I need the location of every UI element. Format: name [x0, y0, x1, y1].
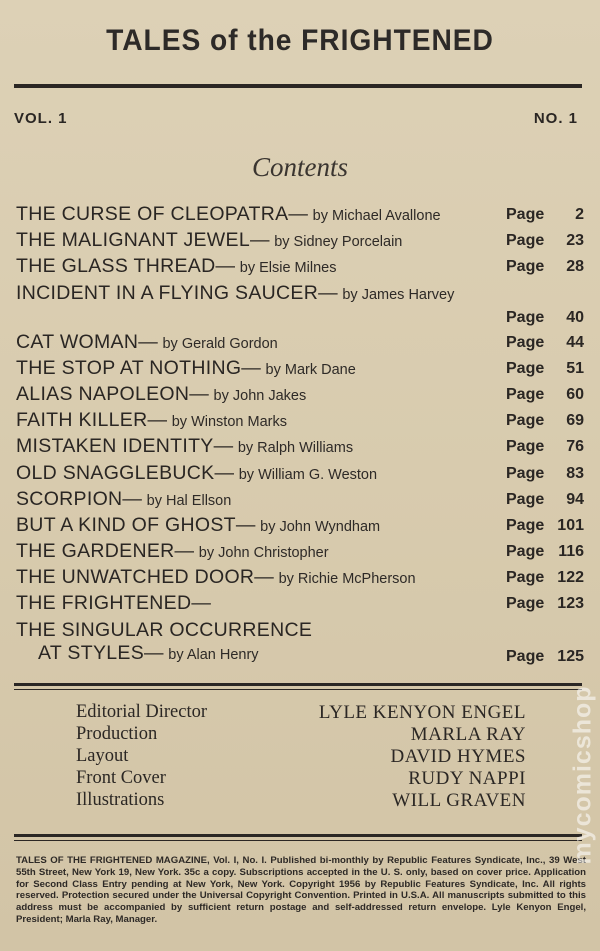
toc-entry — [16, 357, 586, 383]
story-author: by Hal Ellson — [146, 492, 232, 509]
page-label: Page — [506, 308, 545, 326]
story-title: THE SINGULAR OCCURRENCE — [16, 618, 313, 641]
page-label: Page — [506, 647, 545, 665]
toc-entry — [16, 229, 586, 255]
footer-rule — [14, 834, 582, 837]
story-title: THE FRIGHTENED— — [16, 592, 212, 615]
page-ref — [506, 465, 584, 483]
page-number: 69 — [566, 412, 584, 430]
page-ref — [506, 569, 584, 587]
page-ref — [506, 309, 584, 327]
toc-entry — [16, 383, 586, 409]
page-label: Page — [506, 569, 545, 587]
page-number: 51 — [566, 359, 584, 377]
toc-entry — [16, 462, 586, 488]
page-label: Page — [506, 543, 545, 561]
issue-number-label: NO. 1 — [533, 110, 578, 127]
contents-heading: Contents — [251, 152, 348, 182]
page-label: Page — [506, 464, 545, 482]
page-ref — [506, 334, 584, 352]
page-number: 123 — [557, 595, 584, 613]
page-ref — [506, 517, 584, 535]
page-label: Page — [506, 490, 545, 508]
toc-entry — [16, 255, 586, 281]
credit-row — [76, 724, 526, 746]
credit-name: RUDY NAPPI — [408, 768, 526, 789]
credit-role: Illustrations — [76, 790, 165, 810]
story-author: by John Jakes — [213, 387, 307, 404]
page-label: Page — [506, 333, 545, 351]
page-ref — [506, 438, 584, 456]
story-title: SCORPION— — [16, 487, 143, 510]
table-of-contents — [16, 203, 586, 670]
page-label: Page — [506, 232, 545, 250]
story-author: by Winston Marks — [171, 414, 287, 431]
page-number: 28 — [566, 258, 584, 276]
page-ref — [506, 258, 584, 276]
story-title: THE UNWATCHED DOOR— — [16, 566, 275, 589]
toc-entry — [16, 592, 586, 618]
page-number: 2 — [575, 206, 584, 223]
toc-entry — [16, 566, 586, 592]
divider-rule — [14, 683, 582, 686]
toc-entry — [16, 435, 586, 461]
page-number: 125 — [557, 647, 584, 665]
top-rule — [14, 84, 582, 88]
page-label: Page — [506, 516, 545, 534]
footer-rule-thin — [14, 840, 582, 841]
story-title: THE CURSE OF CLEOPATRA— — [16, 203, 309, 225]
page-label: Page — [506, 359, 545, 377]
page-label: Page — [506, 258, 545, 276]
story-author: by John Wyndham — [260, 518, 381, 535]
toc-entry — [16, 409, 586, 435]
credit-role: Production — [76, 724, 158, 744]
watermark — [568, 600, 598, 950]
page-ref — [506, 206, 584, 224]
toc-entry — [16, 282, 586, 331]
story-title: THE STOP AT NOTHING— — [16, 356, 262, 379]
page-label: Page — [506, 595, 545, 613]
page-ref — [506, 360, 584, 378]
toc-entry — [16, 203, 586, 229]
page-ref — [506, 232, 584, 250]
story-title: MISTAKEN IDENTITY— — [16, 435, 234, 458]
page-number: 44 — [566, 333, 584, 351]
divider-rule-thin — [14, 689, 582, 690]
story-title: THE GLASS THREAD— — [16, 255, 236, 278]
credit-row — [76, 768, 526, 790]
page-label: Page — [506, 412, 545, 430]
story-title: THE GARDENER— — [16, 540, 195, 563]
staff-credits — [76, 702, 526, 812]
credit-name: MARLA RAY — [410, 724, 526, 745]
credit-name: LYLE KENYON ENGEL — [318, 702, 526, 723]
page-ref — [506, 412, 584, 430]
credit-row — [76, 790, 526, 812]
toc-entry — [16, 488, 586, 514]
page-label: Page — [506, 206, 545, 223]
page-number: 122 — [557, 569, 584, 587]
page-ref — [506, 386, 584, 404]
publication-notice: TALES OF THE FRIGHTENED MAGAZINE, Vol. I, No. I. Published bi-monthly by Republic Features Syndicate, Inc., 39 West 55th Street, New York 19, New York. 35c a copy. Subscriptions accepted in the U. S. only, based on cover price. Application for Second Class Entry pending at New York, New York. Copyright 1956 by Republic Features Syndicate, Inc. All rights reserved. Protection secured under the Universal Copyright Convention. Printed in U.S.A. All manuscripts submitted to this address must be accompanied by sufficient return postage and self-addressed return envelope. Lyle Kenyon Engel, President; Marla Ray, Manager. — [16, 855, 586, 925]
story-title-continued — [16, 642, 586, 665]
story-author: by Michael Avallone — [312, 208, 441, 224]
story-author: by Mark Dane — [265, 361, 356, 378]
magazine-title: TALES of the FRIGHTENED — [106, 24, 494, 57]
story-title-line2: AT STYLES— — [38, 641, 164, 664]
story-author: by Elsie Milnes — [239, 260, 337, 277]
story-title: OLD SNAGGLEBUCK— — [16, 461, 235, 484]
story-author: by Alan Henry — [168, 646, 259, 663]
page-number: 116 — [558, 543, 584, 561]
credit-row — [76, 702, 526, 724]
story-author: by Richie McPherson — [278, 571, 416, 588]
story-title: CAT WOMAN— — [16, 330, 159, 353]
story-author: by Sidney Porcelain — [274, 234, 403, 251]
story-title: INCIDENT IN A FLYING SAUCER— — [16, 281, 338, 304]
toc-entry — [16, 540, 586, 566]
page-number: 101 — [557, 516, 584, 534]
toc-entry — [16, 514, 586, 540]
page-number: 76 — [566, 438, 584, 456]
story-title: ALIAS NAPOLEON— — [16, 382, 210, 405]
page-label: Page — [506, 438, 545, 456]
toc-entry — [16, 331, 586, 357]
page-number: 94 — [566, 490, 584, 508]
page-label: Page — [506, 385, 545, 403]
story-title: THE MALIGNANT JEWEL— — [16, 229, 270, 252]
watermark-text: mycomicshop — [568, 685, 597, 865]
toc-entry — [16, 619, 586, 670]
story-author: by Ralph Williams — [237, 440, 354, 457]
page-ref — [506, 543, 584, 561]
credit-name: DAVID HYMES — [390, 746, 526, 767]
credit-role: Front Cover — [76, 768, 166, 788]
volume-label: VOL. 1 — [14, 110, 68, 127]
story-author: by Gerald Gordon — [162, 335, 278, 352]
page-number: 23 — [566, 232, 584, 250]
credit-name: WILL GRAVEN — [392, 790, 526, 811]
page-number: 40 — [566, 308, 584, 326]
story-title: BUT A KIND OF GHOST— — [16, 513, 256, 536]
credit-role: Layout — [76, 746, 129, 766]
credit-row — [76, 746, 526, 768]
story-title: FAITH KILLER— — [16, 409, 168, 432]
story-author: by William G. Weston — [238, 466, 378, 483]
credit-role: Editorial Director — [76, 702, 207, 722]
page-number: 60 — [566, 385, 584, 403]
page-number: 83 — [566, 464, 584, 482]
story-author: by James Harvey — [342, 286, 455, 303]
story-author: by John Christopher — [198, 545, 329, 562]
page-ref — [506, 491, 584, 509]
